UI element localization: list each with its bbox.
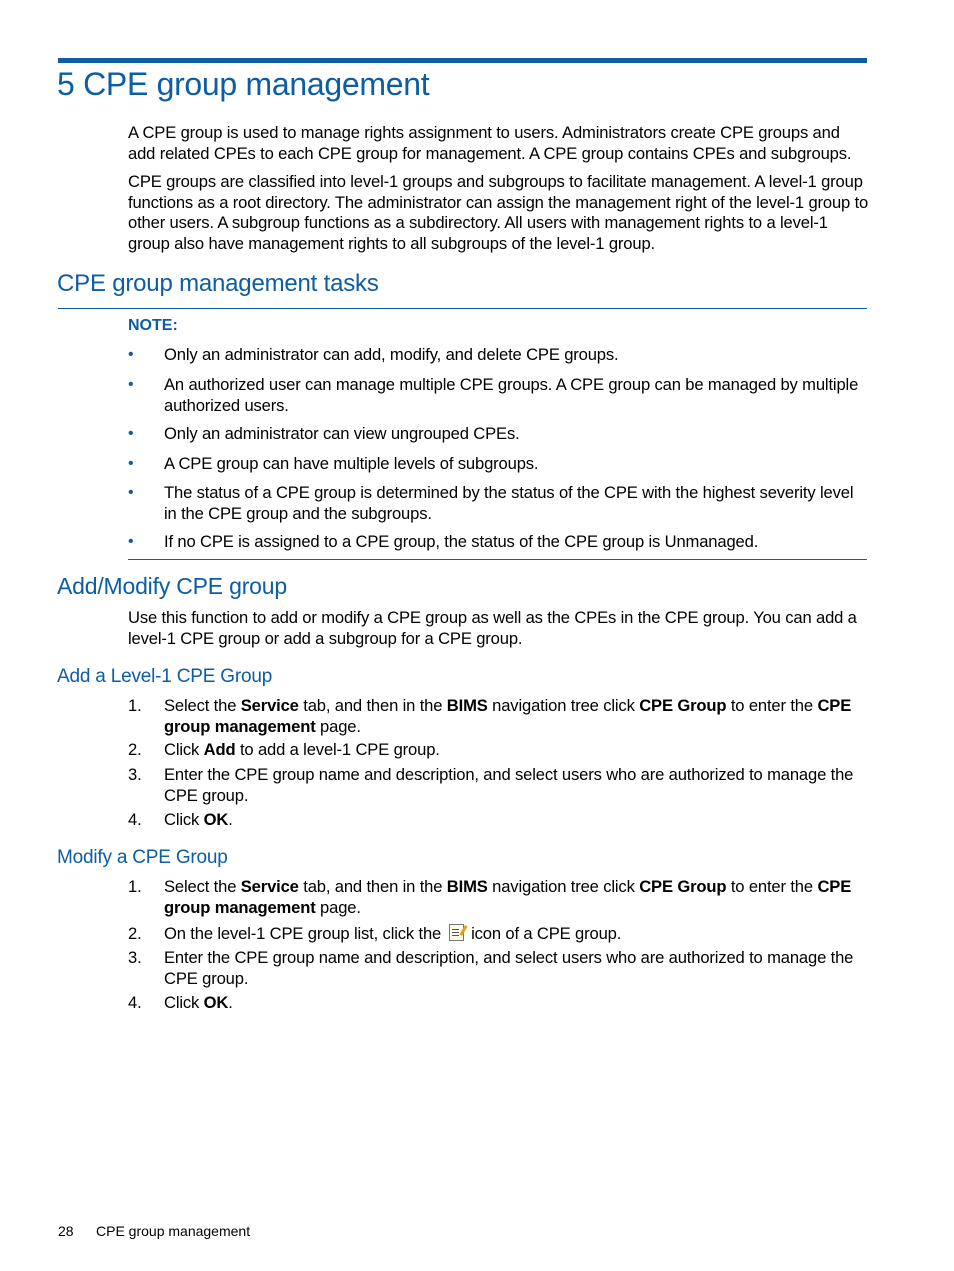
note-label: NOTE:	[128, 317, 178, 334]
bullet-text: An authorized user can manage multiple CPE groups. A CPE group can be managed by multiple authorized users.	[164, 375, 859, 415]
subsection-heading-add-level1: Add a Level-1 CPE Group	[57, 666, 273, 687]
step-text: Click OK.	[164, 993, 233, 1012]
step-number: 1.	[128, 877, 142, 896]
intro-paragraph-1: A CPE group is used to manage rights assignment to users. Administrators create CPE groups and add related CPEs to each CPE group for management. A CPE group contains CPEs and subgroups.	[128, 123, 852, 163]
bullet-icon: •	[128, 455, 134, 472]
step-number: 1.	[128, 696, 142, 715]
bullet-text: Only an administrator can view ungrouped CPEs.	[164, 424, 520, 443]
bullet-text: If no CPE is assigned to a CPE group, the status of the CPE group is Unmanaged.	[164, 532, 759, 551]
step-text: Click Add to add a level-1 CPE group.	[164, 740, 440, 759]
edit-icon	[449, 924, 464, 941]
step-text: Select the Service tab, and then in the BIMS navigation tree click CPE Group to enter the CPE group management page.	[164, 877, 852, 917]
page-number: 28	[58, 1223, 74, 1239]
step-number: 3.	[128, 948, 142, 967]
bullet-icon: •	[128, 376, 134, 393]
bullet-icon: •	[128, 484, 134, 501]
chapter-top-rule	[58, 58, 867, 63]
step-number: 3.	[128, 765, 142, 784]
bullet-text: Only an administrator can add, modify, and delete CPE groups.	[164, 345, 619, 364]
step-number: 2.	[128, 924, 142, 943]
section-rule	[58, 308, 867, 309]
step-text: Click OK.	[164, 810, 233, 829]
section-heading-add-modify: Add/Modify CPE group	[57, 573, 287, 599]
bullet-icon: •	[128, 425, 134, 442]
step-text: Select the Service tab, and then in the BIMS navigation tree click CPE Group to enter the CPE group management page.	[164, 696, 852, 736]
step-text: Enter the CPE group name and description, and select users who are authorized to manage the CPE group.	[164, 765, 854, 805]
section-heading-tasks: CPE group management tasks	[57, 270, 379, 297]
note-end-rule	[128, 559, 867, 560]
add-modify-description: Use this function to add or modify a CPE group as well as the CPEs in the CPE group. You can add a level-1 CPE group or add a subgroup for a CPE group.	[128, 608, 857, 648]
step-number: 4.	[128, 993, 142, 1012]
footer-chapter-title: CPE group management	[96, 1223, 251, 1239]
step-number: 2.	[128, 740, 142, 759]
intro-paragraph-2: CPE groups are classified into level-1 groups and subgroups to facilitate management. A level-1 group functions as a root directory. The administrator can assign the management right of the level-1 group to other users. A subgroup functions as a subdirectory. All users with management rights to a level-1 group also have management rights to all subgroups of the level-1 group.	[128, 172, 869, 253]
subsection-heading-modify: Modify a CPE Group	[57, 847, 228, 868]
step-text: Enter the CPE group name and description, and select users who are authorized to manage the CPE group.	[164, 948, 854, 988]
step-text: On the level-1 CPE group list, click the icon of a CPE group.	[164, 924, 622, 943]
bullet-icon: •	[128, 346, 134, 363]
chapter-title: 5 CPE group management	[57, 66, 430, 102]
bullet-text: The status of a CPE group is determined by the status of the CPE with the highest severity level in the CPE group and the subgroups.	[164, 483, 854, 523]
page-footer	[58, 1223, 250, 1239]
bullet-icon: •	[128, 533, 134, 550]
step-number: 4.	[128, 810, 142, 829]
bullet-text: A CPE group can have multiple levels of subgroups.	[164, 454, 539, 473]
